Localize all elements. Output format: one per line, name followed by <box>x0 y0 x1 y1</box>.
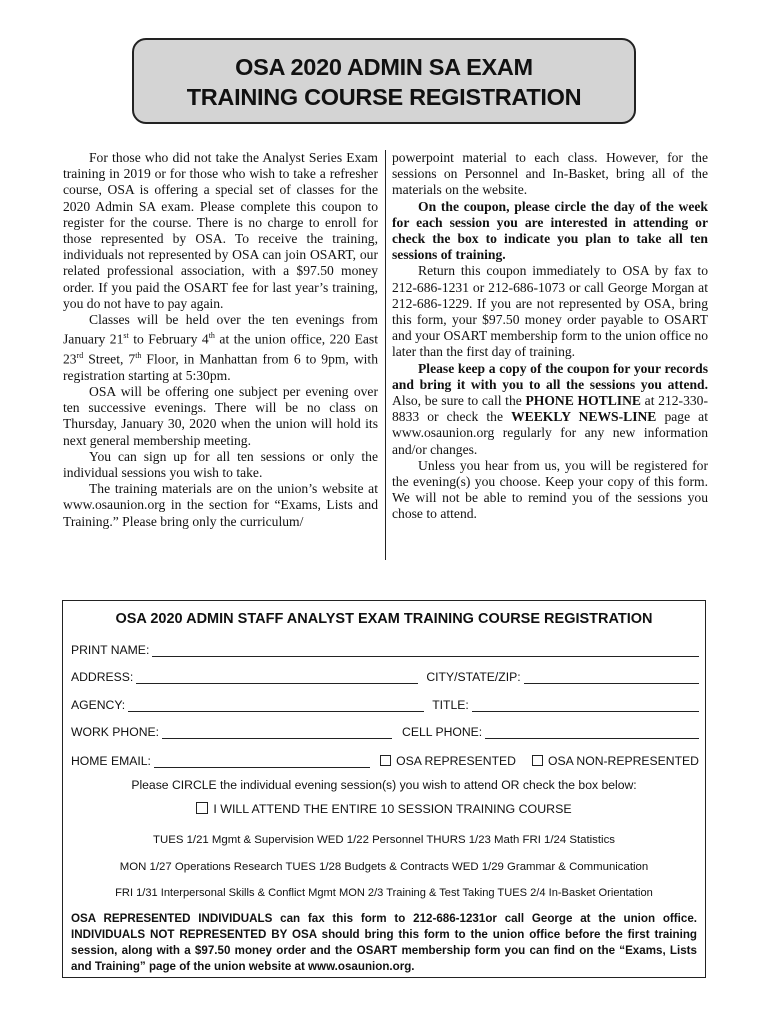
left-column <box>63 150 378 530</box>
signup-paragraph: You can sign up for all ten sessions or only the individual sessions you wish to take. <box>63 448 378 480</box>
address-field[interactable] <box>136 670 418 684</box>
city-state-zip-field[interactable] <box>524 670 699 684</box>
materials-paragraph: The training materials are on the union’s website at www.osaunion.org in the section for “Exams, Lists and Training.” Please bring only the curriculum/ <box>63 481 378 529</box>
cell-phone-field[interactable] <box>485 725 699 739</box>
attend-all-option[interactable] <box>63 802 705 816</box>
page-title <box>132 38 636 124</box>
right-column <box>392 150 708 523</box>
print-name-label: PRINT NAME: <box>71 643 150 657</box>
column-divider <box>385 150 386 560</box>
title-label: TITLE: <box>432 698 469 712</box>
city-state-zip-label: CITY/STATE/ZIP: <box>426 670 521 684</box>
agency-field[interactable] <box>128 698 424 712</box>
address-row <box>71 666 699 684</box>
session-instructions: Please CIRCLE the individual evening session(s) you wish to attend OR check the box below: <box>131 778 637 792</box>
form-title: OSA 2020 ADMIN STAFF ANALYST EXAM TRAINING COURSE REGISTRATION <box>115 611 653 627</box>
home-email-label: HOME EMAIL: <box>71 754 151 768</box>
attend-all-label: I WILL ATTEND THE ENTIRE 10 SESSION TRAINING COURSE <box>213 802 572 816</box>
registration-form <box>62 600 706 978</box>
osa-represented-option[interactable]: OSA REPRESENTED <box>380 754 516 768</box>
sessions-row-3[interactable]: FRI 1/31 Interpersonal Skills & Conflict Mgmt MON 2/3 Training & Test Taking TUES 2/4 In-Basket Orientation <box>115 887 653 899</box>
osa-non-represented-option[interactable]: OSA NON-REPRESENTED <box>532 754 699 768</box>
sessions-row-2[interactable]: MON 1/27 Operations Research TUES 1/28 Budgets & Contracts WED 1/29 Grammar & Communication <box>119 861 649 873</box>
form-footnote: OSA REPRESENTED INDIVIDUALS can fax this form to 212-686-1231or call George at the union office. INDIVIDUALS NOT REPRESENTED BY OSA should bring this form to the union office before the first training session, along with a $97.50 money order and the OSART membership form you can find on the “Exams, Lists and Training” page of the union website at www.osaunion.org. <box>71 912 697 973</box>
circle-instructions-paragraph: On the coupon, please circle the day of the week for each session you are interested in attending or check the box to indicate you plan to take all ten sessions of training. <box>392 198 708 263</box>
agency-label: AGENCY: <box>71 698 126 712</box>
materials-continued-paragraph: powerpoint material to each class. However, for the sessions on Personnel and In-Basket, bring all of the materials on the website. <box>392 150 708 198</box>
keep-copy-paragraph: Please keep a copy of the coupon for your records and bring it with you to all the sessions you attend. Also, be sure to call the PHONE HOTLINE at 212-330-8833 or check the WEEKLY NEWS-LINE page at www.osaunion.org regularly for any new information and/or changes. <box>392 360 708 457</box>
page-title-line-2: TRAINING COURSE REGISTRATION <box>186 84 582 110</box>
osa-represented-checkbox[interactable] <box>380 755 391 766</box>
work-phone-label: WORK PHONE: <box>71 725 160 739</box>
print-name-row <box>71 639 699 657</box>
cell-phone-label: CELL PHONE: <box>402 725 483 739</box>
return-coupon-paragraph: Return this coupon immediately to OSA by fax to 212-686-1231 or 212-686-1073 or call George Morgan at 212-686-1229. If you are not represented by OSA, bring this form, your $97.50 money order payable to OSART and your OSART membership form to the union office no later than the first day of training. <box>392 263 708 360</box>
work-phone-field[interactable] <box>162 725 392 739</box>
print-name-field[interactable] <box>152 643 699 657</box>
intro-paragraph: For those who did not take the Analyst Series Exam training in 2019 or for those who wish to take a refresher course, OSA is offering a special set of classes for the 2020 Admin SA exam. Please complete this coupon to register for the course. There is no charge to enroll for those represented by OSA. To receive the training, individuals not represented by OSA can join OSART, our related professional association, with a $97.50 money order. If you paid the OSART fee for last year’s training, you do not have to pay again. <box>63 150 378 311</box>
title-field[interactable] <box>472 698 699 712</box>
subject-paragraph: OSA will be offering one subject per evening over ten successive evenings. There will be no class on Thursday, January 30, 2020 when the union will hold its next general membership meeting. <box>63 383 378 448</box>
attend-all-checkbox[interactable] <box>196 802 208 814</box>
agency-row <box>71 694 699 712</box>
page-title-line-1: OSA 2020 ADMIN SA EXAM <box>235 54 533 80</box>
registration-notice-paragraph: Unless you hear from us, you will be registered for the evening(s) you choose. Keep your copy of this form. We will not be able to remind you of the sessions you chose to attend. <box>392 457 708 522</box>
home-email-field[interactable] <box>154 754 370 768</box>
work-phone-row <box>71 721 699 739</box>
sessions-row-1[interactable]: TUES 1/21 Mgmt & Supervision WED 1/22 Personnel THURS 1/23 Math FRI 1/24 Statistics <box>153 834 615 846</box>
osa-non-represented-checkbox[interactable] <box>532 755 543 766</box>
schedule-paragraph: Classes will be held over the ten evenings from January 21st to February 4th at the union office, 220 East 23rd Street, 7th Floor, in Manhattan from 6 to 9pm, with registration starting at 5:30pm. <box>63 312 379 383</box>
home-email-row <box>71 750 699 768</box>
address-label: ADDRESS: <box>71 670 134 684</box>
